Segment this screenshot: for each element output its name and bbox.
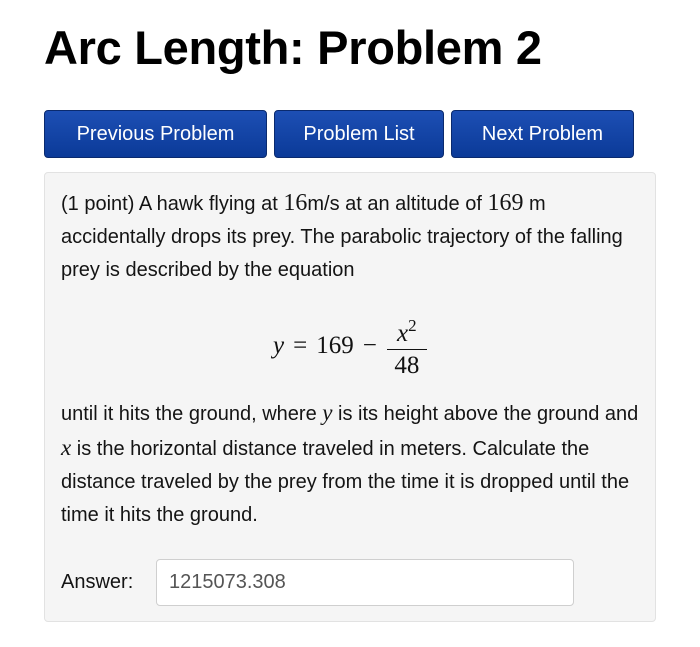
problem-text-segment: is the horizontal distance traveled in meters. Calculate the distance traveled by the prey from the time it is dropped until the time it hits the ground.: [61, 438, 630, 526]
answer-label: Answer:: [61, 571, 134, 593]
trajectory-equation: [45, 315, 657, 377]
next-problem-button[interactable]: Next Problem: [451, 110, 634, 158]
numerator-exponent: 2: [408, 315, 417, 335]
variable-x: x: [61, 435, 72, 460]
problem-list-button[interactable]: Problem List: [274, 110, 444, 158]
speed-value: 16: [283, 190, 308, 216]
fraction-denominator: 48: [394, 351, 420, 379]
problem-text-segment: accidentally drops its prey. The parabolic trajectory of the falling prey is described by the equation: [61, 226, 623, 281]
equation-fraction: [387, 313, 427, 380]
problem-panel: [44, 172, 656, 622]
equation-minus: −: [362, 332, 377, 359]
equation-constant: 169: [316, 332, 354, 359]
altitude-unit: m: [529, 193, 546, 215]
altitude-value: 169: [487, 190, 524, 216]
equation-equals: =: [293, 332, 308, 359]
page-title: Arc Length: Problem 2: [44, 21, 542, 74]
problem-text-segment: at an altitude of: [345, 193, 482, 215]
problem-text-segment: is its height above the ground and: [338, 403, 639, 425]
equation-lhs: y: [273, 332, 285, 359]
problem-statement: [61, 187, 641, 287]
answer-input[interactable]: [156, 559, 574, 606]
speed-unit: m/s: [307, 193, 340, 215]
previous-problem-button[interactable]: Previous Problem: [44, 110, 267, 158]
variable-y: y: [322, 400, 333, 425]
problem-text-segment: A hawk flying at: [138, 193, 278, 215]
point-value: (1 point): [61, 193, 135, 215]
fraction-numerator: [391, 313, 423, 349]
numerator-variable: x: [397, 319, 409, 347]
problem-statement-continued: [61, 396, 641, 532]
problem-text-segment: until it hits the ground, where: [61, 403, 317, 425]
